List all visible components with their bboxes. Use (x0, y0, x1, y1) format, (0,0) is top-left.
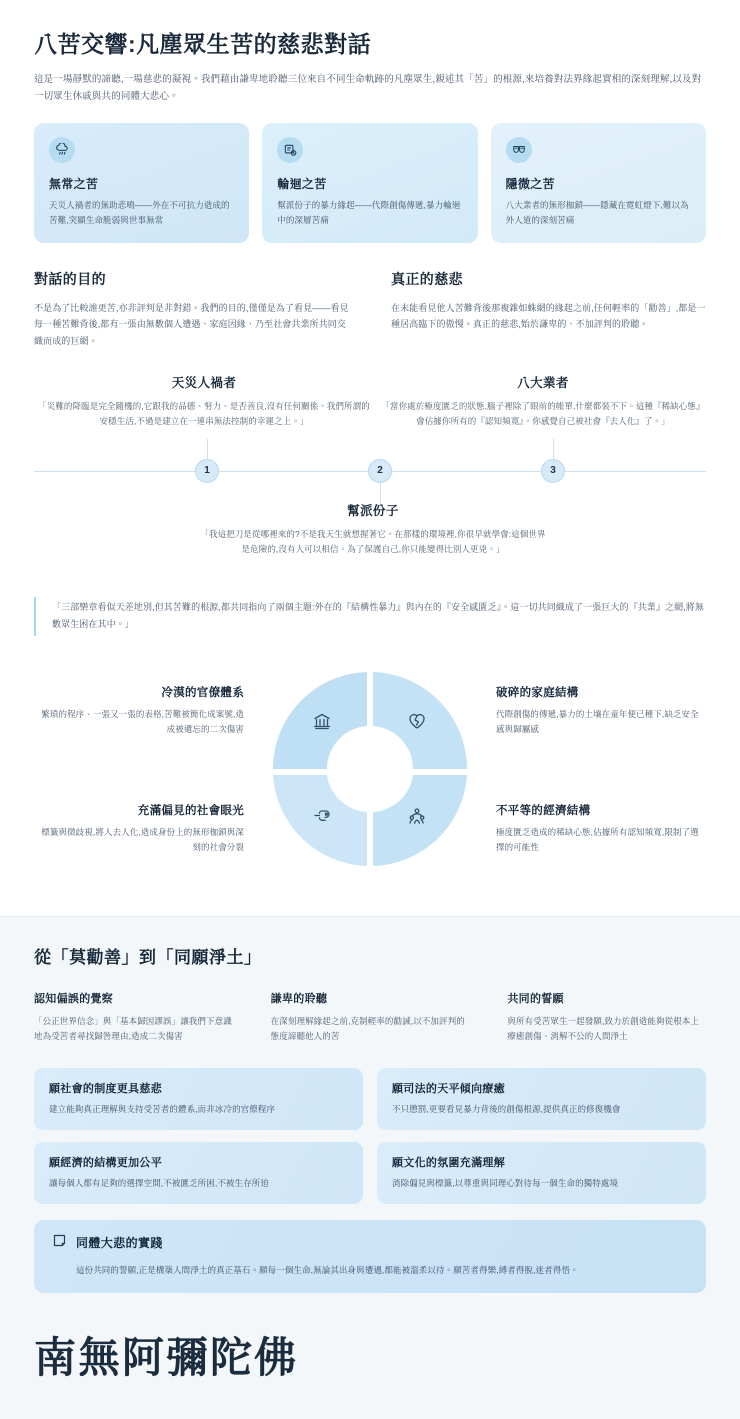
cycle-box-icon (277, 137, 303, 163)
practice-header (52, 1233, 688, 1253)
timeline-entry-quote: 「災難的降臨是完全隨機的,它跟我的品德、努力、是否善良,沒有任何關係。我們所謂的安穩生活,不過是建立在一連串無法控制的幸運之上。」 (38, 400, 370, 427)
purpose-section (34, 269, 706, 349)
band-column-bias (34, 990, 233, 1045)
suffering-card-title: 隱微之苦 (505, 177, 555, 192)
timeline-node-3[interactable]: 3 (541, 459, 565, 483)
purpose-left-text: 不是為了比較誰更苦,亦非評判是非對錯。我們的目的,僅僅是為了看見——看見每一種苦難背後,都有一張由無數個人遭遇、家庭因緣、乃至社會共業所共同交織而成的巨網。 (34, 303, 349, 346)
vow-card-economy[interactable] (34, 1142, 363, 1204)
quadrant-label-economy (496, 802, 706, 855)
donut-chart (267, 666, 473, 872)
storm-cloud-icon (49, 137, 75, 163)
band-column-desc: 「公正世界信念」與「基本歸因謬誤」讓我們下意識地為受苦者尋找歸咎理由,造成二次傷害 (34, 1015, 232, 1042)
quadrant-label-bureaucracy (34, 684, 244, 737)
band-column-title: 謙卑的聆聽 (270, 992, 328, 1005)
timeline-entry-gang (200, 501, 546, 558)
suffering-cards-row (34, 123, 706, 243)
nianfo-text: 南無阿彌陀佛 (34, 1334, 299, 1381)
vow-grid (34, 1068, 706, 1203)
vow-card-society[interactable] (34, 1068, 363, 1130)
band-column-vow (507, 990, 706, 1045)
practice-callout (34, 1220, 706, 1293)
vow-card-culture[interactable] (377, 1142, 706, 1204)
band-column-title: 共同的誓願 (507, 992, 564, 1005)
page-title: 八苦交響:凡塵眾生苦的慈悲對話 (34, 31, 372, 57)
timeline-node-1[interactable]: 1 (195, 459, 219, 483)
root-causes-diagram (34, 666, 706, 898)
timeline-entry-disaster (34, 373, 374, 430)
vow-desc: 消除偏見與標籤,以尊重與同理心對待每一個生命的獨特處境 (392, 1177, 619, 1188)
vow-title: 願司法的天平傾向療癒 (392, 1083, 505, 1096)
suffering-card-title: 輪迴之苦 (277, 177, 327, 192)
timeline-stem (553, 439, 554, 461)
vow-desc: 建立能夠真正理解與支持受苦者的體系,而非冰冷的官僚程序 (49, 1104, 276, 1115)
quadrant-desc: 繁瑣的程序、一張又一張的表格,苦難被簡化成案號,造成被遺忘的二次傷害 (41, 708, 244, 734)
note-icon (52, 1233, 67, 1253)
suffering-card-subtle[interactable] (491, 123, 706, 243)
timeline-entry-quote: 「我這把刀是從哪裡來的?不是我天生就想握著它。在那樣的環境裡,你很早就學會:這個世界是危險的,沒有人可以相信。為了保護自己,你只能變得比別人更兇。」 (200, 528, 546, 555)
band-columns (34, 990, 706, 1045)
vow-desc: 讓每個人都有足夠的選擇空間,不被匱乏所困,不被生存所迫 (49, 1177, 269, 1188)
vow-title: 願文化的氛圍充滿理解 (392, 1156, 505, 1169)
timeline-stem (207, 439, 208, 461)
vow-title: 願經濟的結構更加公平 (49, 1156, 162, 1169)
voices-timeline (34, 373, 706, 593)
suffering-card-samsara[interactable] (262, 123, 477, 243)
quadrant-desc: 標籤與微歧視,將人去人化,造成身份上的無形枷鎖與深刻的社會分裂 (41, 826, 244, 852)
timeline-entry-title: 八大業者 (517, 375, 569, 390)
purpose-left (34, 269, 349, 349)
vow-title: 願社會的制度更具慈悲 (49, 1083, 162, 1096)
suffering-card-desc: 八大業者的無形枷鎖——隱藏在霓虹燈下,難以為外人道的深刻苦痛 (505, 200, 689, 225)
masks-icon (506, 137, 532, 163)
purpose-right (391, 269, 706, 349)
quadrant-desc: 代際創傷的傳遞,暴力的土壤在童年便已種下,缺乏安全感與歸屬感 (496, 708, 699, 734)
suffering-card-desc: 幫派份子的暴力緣起——代際創傷傳遞,暴力輪迴中的深層苦痛 (277, 200, 461, 225)
purpose-right-title: 真正的慈悲 (391, 271, 463, 288)
vows-band (0, 916, 740, 1419)
timeline-entry-quote: 「當你處於極度匱乏的狀態,腦子裡除了眼前的帳單,什麼都裝不下。這種『稀缺心態』會佔據你所有的『認知頻寬』。你感覺自己被社會『去人化』了。」 (381, 400, 705, 427)
purpose-left-title: 對話的目的 (34, 271, 106, 288)
donut-segment-bottom-left (273, 775, 367, 866)
quadrant-title: 不平等的經濟結構 (496, 804, 591, 817)
band-column-listening (271, 990, 470, 1045)
vow-desc: 不只懲罰,更要看見暴力背後的創傷根源,提供真正的修復機會 (392, 1104, 621, 1115)
practice-title: 同體大悲的實踐 (76, 1236, 163, 1251)
practice-desc: 這份共同的誓願,正是構築人間淨土的真正基石。願每一個生命,無論其出身與遭遇,都能被溫柔以待。願苦者得樂,縛者得脫,迷者得悟。 (76, 1264, 579, 1275)
band-column-title: 認知偏誤的覺察 (34, 992, 114, 1005)
vow-card-justice[interactable] (377, 1068, 706, 1130)
purpose-right-text: 在未能看見他人苦難背後那複雜如蛛網的緣起之前,任何輕率的「勸善」,都是一種居高臨下的傲慢。真正的慈悲,始於謙卑的、不加評判的聆聽。 (391, 303, 706, 330)
donut-segment-top-right (373, 672, 467, 769)
timeline-node-2[interactable]: 2 (368, 459, 392, 483)
timeline-entry-title: 天災人禍者 (171, 375, 237, 390)
suffering-card-impermanence[interactable] (34, 123, 249, 243)
quadrant-title: 破碎的家庭結構 (496, 686, 579, 699)
band-column-desc: 在深刻理解緣起之前,克制輕率的勸誡,以不加評判的態度諦聽他人的苦 (270, 1015, 465, 1042)
quadrant-title: 充滿偏見的社會眼光 (137, 804, 244, 817)
band-title: 從「莫勸善」到「同願淨土」 (34, 947, 262, 967)
quadrant-label-prejudice (34, 802, 244, 855)
quadrant-title: 冷漠的官僚體系 (161, 686, 244, 699)
suffering-card-desc: 天災人禍者的無助悲鳴——外在不可抗力造成的苦難,突顯生命脆弱與世事無常 (49, 200, 230, 225)
summary-quote: 「三部樂章看似天差地別,但其苦難的根源,都共同指向了兩個主題:外在的『結構性暴力』與內在的『安全感匱乏』。這一切共同織成了一張巨大的『共業』之網,將無數眾生困在其中。」 (34, 597, 706, 636)
page-intro: 這是一場靜默的諦聽,一場慈悲的凝視。我們藉由謙卑地聆聽三位來自不同生命軌跡的凡塵眾生,親述其「苦」的根源,來培養對法界緣起實相的深刻理解,以及對一切眾生休戚與共的同體大悲心。 (34, 74, 702, 102)
suffering-card-title: 無常之苦 (49, 177, 99, 192)
timeline-entry-title: 幫派份子 (347, 503, 399, 518)
quadrant-label-family (496, 684, 706, 737)
timeline-entry-nightwork (380, 373, 706, 430)
donut-segment-bottom-right (373, 775, 467, 866)
band-column-desc: 與所有受苦眾生一起發願,致力於創造能夠從根本上療癒創傷、消解不公的人間淨土 (507, 1015, 700, 1042)
quadrant-desc: 極度匱乏造成的稀缺心態,佔據所有認知頻寬,限制了選擇的可能性 (496, 826, 699, 852)
